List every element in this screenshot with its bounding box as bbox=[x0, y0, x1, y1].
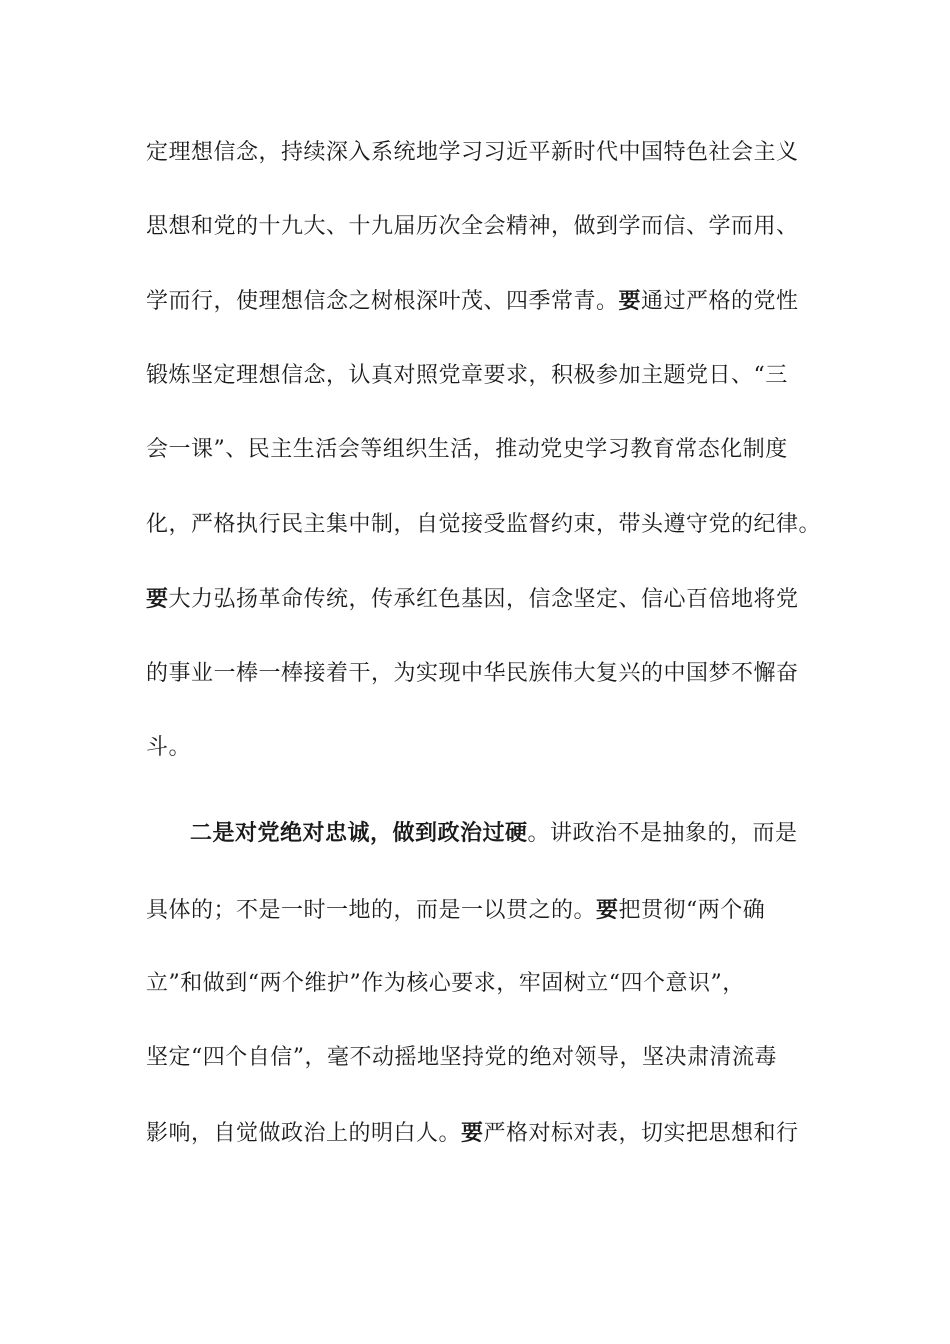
bold-text-run: 要 bbox=[146, 586, 169, 612]
text-line bbox=[146, 361, 826, 391]
text-run: 定理想信念，持续深入系统地学习习近平新时代中国特色社会主义 bbox=[146, 140, 799, 165]
bold-text-run: 要 bbox=[618, 288, 642, 314]
text-run: 化，严格执行民主集中制，自觉接受监督约束，带头遵守党的纪律。 bbox=[146, 512, 822, 537]
text-line bbox=[146, 286, 826, 317]
text-line bbox=[146, 138, 826, 168]
text-line bbox=[146, 584, 826, 615]
text-run: 大力弘扬革命传统，传承红色基因，信念坚定、信心百倍地将党 bbox=[168, 587, 799, 612]
text-line bbox=[146, 659, 826, 689]
text-run: 会一课”、民主生活会等组织生活，推动党史学习教育常态化制度 bbox=[146, 437, 788, 462]
bold-text-run: 要 bbox=[461, 1120, 484, 1146]
text-run: 。讲政治不是抽象的，而是 bbox=[527, 821, 798, 846]
text-run: 思想和党的十九大、十九届历次全会精神，做到学而信、学而用、 bbox=[146, 214, 799, 239]
text-run: 把贯彻“两个确 bbox=[618, 898, 766, 923]
bold-text-run: 要 bbox=[596, 897, 619, 923]
section-heading-line bbox=[190, 818, 870, 849]
section-heading: 二是对党绝对忠诚，做到政治过硬 bbox=[190, 820, 528, 846]
text-line bbox=[146, 212, 826, 242]
text-line bbox=[146, 435, 826, 465]
text-line bbox=[146, 969, 826, 999]
text-run: 具体的；不是一时一地的，而是一以贯之的。 bbox=[146, 898, 597, 923]
text-run: 立”和做到“两个维护”作为核心要求，牢固树立“四个意识”， bbox=[146, 971, 745, 996]
text-run: 的事业一棒一棒接着干，为实现中华民族伟大复兴的中国梦不懈奋 bbox=[146, 661, 799, 686]
text-line bbox=[146, 895, 826, 926]
text-line bbox=[146, 733, 826, 763]
text-line bbox=[146, 1043, 826, 1073]
text-line bbox=[146, 1118, 826, 1149]
text-run: 锻炼坚定理想信念，认真对照党章要求，积极参加主题党日、“三 bbox=[146, 363, 788, 388]
text-run: 严格对标对表，切实把思想和行 bbox=[483, 1121, 799, 1146]
text-run: 坚定“四个自信”，毫不动摇地坚持党的绝对领导，坚决肃清流毒 bbox=[146, 1045, 777, 1070]
text-run: 学而行，使理想信念之树根深叶茂、四季常青。 bbox=[146, 289, 619, 314]
text-run: 斗。 bbox=[146, 735, 192, 760]
text-run: 通过严格的党性 bbox=[641, 289, 799, 314]
text-line bbox=[146, 510, 826, 540]
text-run: 影响，自觉做政治上的明白人。 bbox=[146, 1121, 462, 1146]
